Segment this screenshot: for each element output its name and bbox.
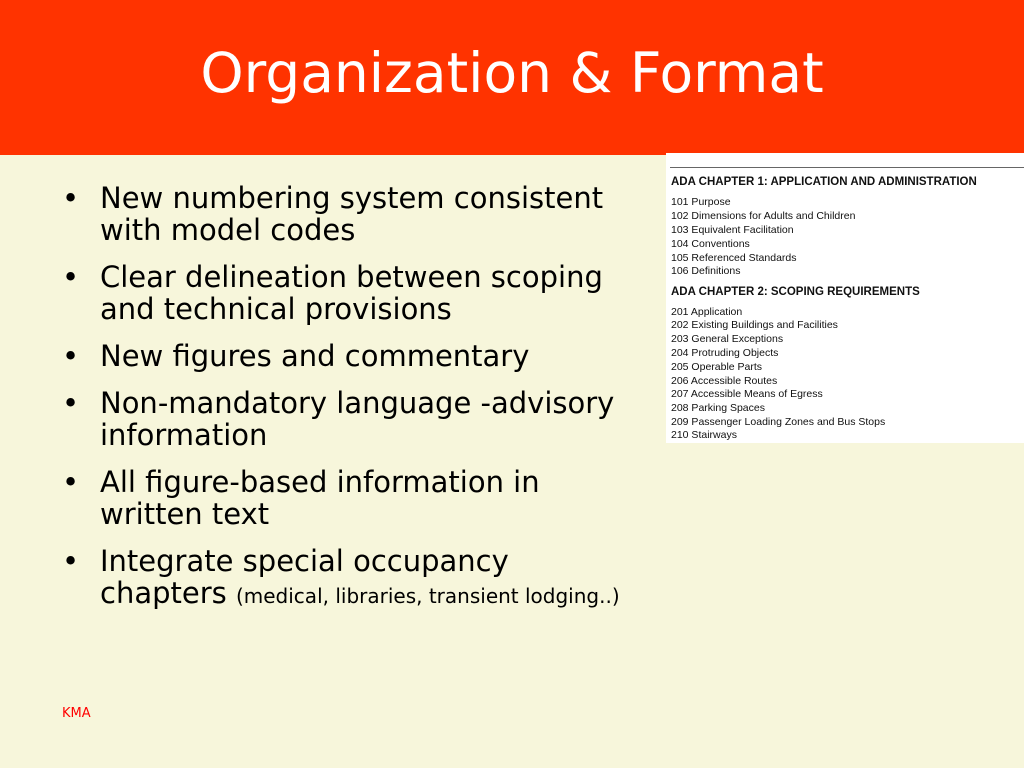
toc-item: 102 Dimensions for Adults and Children	[671, 210, 856, 222]
toc-chapter-2-heading: ADA CHAPTER 2: SCOPING REQUIREMENTS	[671, 286, 920, 298]
bullet-glyph: •	[62, 465, 80, 499]
toc-chapter-1-heading: ADA CHAPTER 1: APPLICATION AND ADMINISTRATION	[671, 176, 977, 188]
toc-item: 103 Equivalent Facilitation	[671, 224, 794, 236]
bullet-glyph: •	[62, 260, 80, 294]
slide-title: Organization & Format	[200, 40, 824, 105]
bullet-subtext: (medical, libraries, transient lodging..)	[235, 584, 620, 608]
bullet-item	[62, 387, 642, 451]
toc-item: 208 Parking Spaces	[671, 402, 765, 414]
toc-item: 101 Purpose	[671, 196, 731, 208]
toc-item: 204 Protruding Objects	[671, 347, 779, 359]
bullet-item	[62, 182, 642, 246]
bullet-text: Clear delineation between scoping and technical provisions	[100, 260, 603, 326]
bullet-text: All figure-based information in written text	[100, 465, 540, 531]
bullet-glyph: •	[62, 339, 80, 373]
footer-label: KMA	[62, 706, 91, 721]
bullet-glyph: •	[62, 181, 80, 215]
bullet-text: Integrate special occupancy chapters	[100, 544, 509, 610]
bullet-item	[62, 261, 642, 325]
bullet-text: Non-mandatory language -advisory information	[100, 386, 615, 452]
toc-item: 210 Stairways	[671, 429, 737, 441]
toc-item: 104 Conventions	[671, 238, 750, 250]
toc-item: 206 Accessible Routes	[671, 375, 778, 387]
toc-item: 207 Accessible Means of Egress	[671, 388, 823, 400]
toc-item: 201 Application	[671, 306, 743, 318]
table-of-contents-image	[666, 153, 1024, 443]
bullet-glyph: •	[62, 544, 80, 578]
bullet-text: New numbering system consistent with model codes	[100, 181, 604, 247]
toc-item: 209 Passenger Loading Zones and Bus Stops	[671, 416, 886, 428]
toc-item: 205 Operable Parts	[671, 361, 763, 373]
bullet-item	[62, 340, 642, 372]
toc-item: 202 Existing Buildings and Facilities	[671, 319, 838, 331]
bullet-glyph: •	[62, 386, 80, 420]
toc-top-rule	[670, 167, 1024, 168]
toc-item: 203 General Exceptions	[671, 333, 784, 345]
toc-item: 105 Referenced Standards	[671, 252, 797, 264]
bullet-item	[62, 545, 642, 609]
bullet-item	[62, 466, 642, 530]
bullet-text: New figures and commentary	[100, 339, 530, 373]
toc-item: 106 Definitions	[671, 265, 741, 277]
bullet-list	[62, 182, 642, 624]
